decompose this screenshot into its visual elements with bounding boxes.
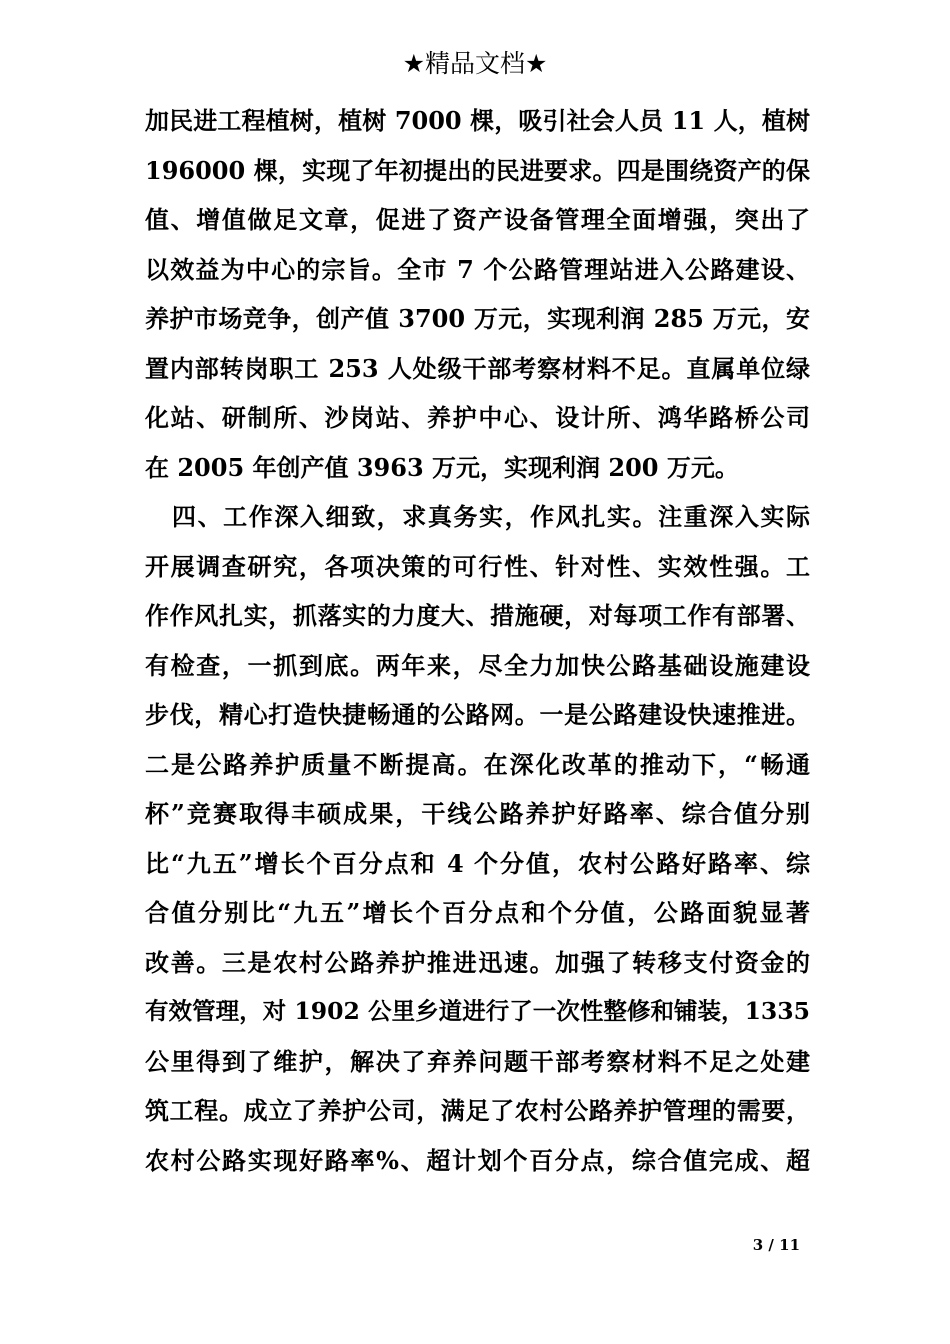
text-line: 有效管理，对 1902 公里乡道进行了一次性整修和铺装，1335: [145, 997, 810, 1025]
text-line: 有检查，一抓到底。两年来，尽全力加快公路基础设施建设: [145, 650, 810, 680]
text-line: 杯”竞赛取得丰硕成果，干线公路养护好路率、综合值分别: [145, 799, 810, 828]
document-body: [145, 96, 810, 1185]
text-line: 步伐，精心打造快捷畅通的公路网。一是公路建设快速推进。: [145, 700, 810, 729]
text-line: 农村公路实现好路率%、超计划个百分点，综合值完成、超: [145, 1145, 810, 1175]
text-line: 作作风扎实，抓落实的力度大、措施硬，对每项工作有部署、: [145, 601, 810, 630]
text-line: 二是公路养护质量不断提高。在深化改革的推动下，“畅通: [145, 749, 810, 779]
text-line: 以效益为中心的宗旨。全市 7 个公路管理站进入公路建设、: [145, 254, 810, 284]
text-line: 在 2005 年创产值 3963 万元，实现利润 200 万元。: [145, 452, 739, 482]
text-line: 值、增值做足文章，促进了资产设备管理全面增强，突出了: [145, 205, 810, 234]
text-line: 比“九五”增长个百分点和 4 个分值，农村公路好路率、综: [145, 848, 810, 878]
text-line: 置内部转岗职工 253 人处级干部考察材料不足。直属单位绿: [145, 353, 810, 383]
text-line: 合值分别比“九五”增长个百分点和个分值，公路面貌显著: [145, 898, 810, 927]
text-line: 养护市场竞争，创产值 3700 万元，实现利润 285 万元，安: [145, 304, 810, 333]
text-line: 改善。三是农村公路养护推进迅速。加强了转移支付资金的: [145, 947, 810, 977]
text-line: 筑工程。成立了养护公司，满足了农村公路养护管理的需要，: [145, 1096, 810, 1125]
text-line: 化站、研制所、沙岗站、养护中心、设计所、鸿华路桥公司: [145, 403, 810, 432]
text-line: 开展调查研究，各项决策的可行性、针对性、实效性强。工: [145, 551, 810, 581]
text-line: 四、工作深入细致，求真务实，作风扎实。注重深入实际: [172, 502, 810, 531]
text-line: 公里得到了维护，解决了弃养问题干部考察材料不足之处建: [145, 1046, 810, 1076]
text-line: 196000 棵，实现了年初提出的民进要求。四是围绕资产的保: [145, 155, 810, 185]
text-line: 加民进工程植树，植树 7000 棵，吸引社会人员 11 人，植树: [145, 106, 810, 135]
document-header-title: ★精品文档★: [402, 49, 548, 78]
page-number: 3 / 11: [752, 1236, 800, 1254]
